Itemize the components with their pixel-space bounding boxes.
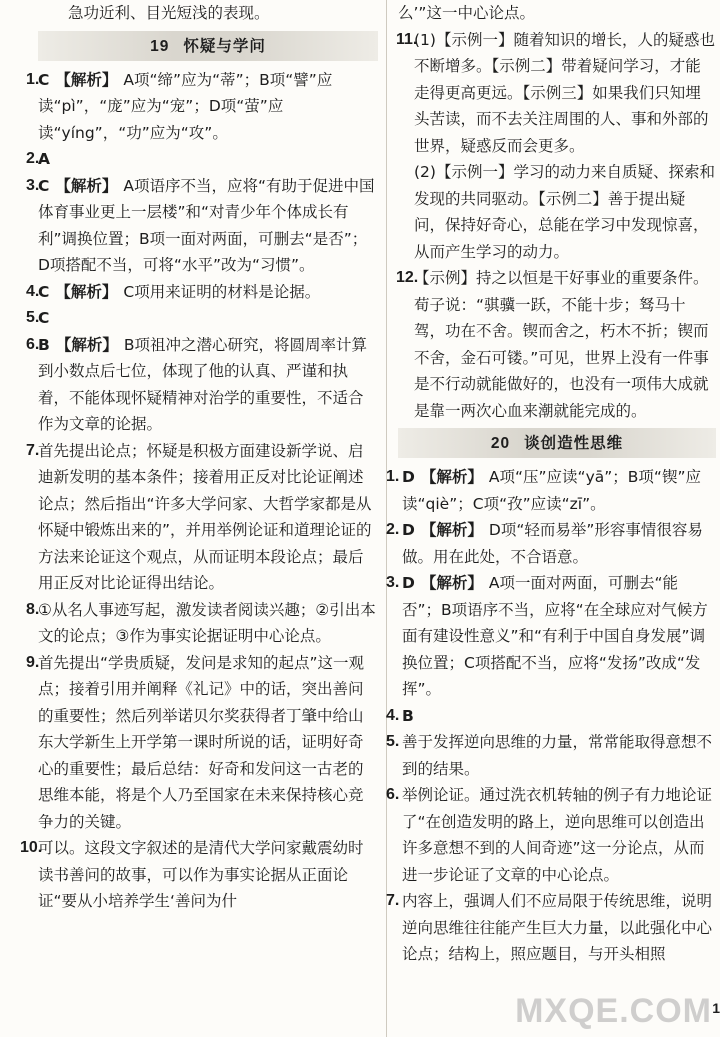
entry-text: 首先提出“学贵质疑，发问是求知的起点”这一观点；接着引用并阐释《礼记》中的话，突出善问的重要性；然后列举诺贝尔奖获得者丁肇中给山东大学新生上开学第一课时所说的话，证明好奇心的重要性；最后总结：好奇和发问这一古老的思维本能，将是个人乃至国家在未来保持核心竞争力的关键。	[38, 653, 365, 831]
analysis-tag: 【解析】	[420, 574, 483, 592]
entry-text: A项“缔”应为“蒂”；B项“譬”应读“pì”，“庞”应为“宠”；D项“萤”应读“yíng”，“功”应为“攻”。	[38, 70, 333, 142]
entry-text: (2)【示例一】学习的动力来自质疑、探索和发现的共同驱动。【示例二】善于提出疑问，保持好奇心，总能在学习中发现惊喜，从而产生学习的动力。	[414, 163, 715, 261]
right-entry-8	[386, 729, 716, 782]
answer-choice: A	[38, 150, 50, 168]
question-number: 2.	[26, 150, 40, 167]
section-heading-20	[398, 428, 716, 458]
question-number: 9.	[26, 653, 40, 671]
section-heading-19	[38, 31, 378, 61]
left-entry-0	[38, 0, 378, 27]
question-number: 11.	[396, 30, 418, 48]
question-number: 6.	[26, 335, 40, 353]
right-entry-6	[386, 570, 716, 703]
entry-text: 举例论证。通过洗衣机转轴的例子有力地论证了“在创造发明的路上，逆向思维可以创造出许多意想不到的人间奇迹”这一分论点，从而进一步论证了文章的中心论点。	[402, 786, 713, 884]
question-number: 3.	[386, 574, 400, 591]
entry-text: C项用来证明的材料是论据。	[123, 282, 321, 301]
question-number: 5.	[386, 733, 400, 750]
question-number: 7.	[386, 892, 400, 909]
entry-text: 急功近利、目光短浅的表现。	[68, 4, 270, 22]
entry-text: (1)【示例一】随着知识的增长，人的疑惑也不断增多。【示例二】带着疑问学习，才能走得更高更远。【示例三】如果我们只知埋头苦读，而不去关注周围的人、事和外部的世界，疑惑反而会更多。	[414, 30, 715, 155]
right-entry-7	[386, 703, 716, 730]
question-number: 1.	[386, 468, 400, 485]
entry-text: 【示例】持之以恒是干好事业的重要条件。荀子说：“骐骥一跃，不能十步；驽马十驾，功在不舍。锲而舍之，朽木不折；锲而不舍，金石可镂。”可见，世界上没有一件事是不行动就能做好的，也没有一项伟大成就是靠一两次心血来潮就能完成的。	[414, 269, 709, 420]
analysis-tag: 【解析】	[55, 70, 118, 89]
entry-text: 内容上，强调人们不应局限于传统思维，说明逆向思维往往能产生巨大力量，以此强化中心论点；结构上，照应题目，与开头相照	[402, 892, 713, 963]
question-number: 10.	[20, 839, 43, 856]
answer-choice: D	[402, 521, 415, 539]
entry-text: 么’”这一中心论点。	[398, 4, 535, 22]
right-entry-1	[398, 27, 716, 160]
question-number: 4.	[386, 706, 400, 724]
analysis-tag: 【解析】	[55, 282, 118, 301]
answer-choice: B	[402, 706, 414, 725]
question-number: 12.	[396, 269, 419, 286]
left-entry-2	[26, 146, 378, 173]
right-column	[386, 0, 716, 968]
question-number: 2.	[386, 521, 400, 538]
question-number: 4.	[26, 282, 40, 300]
section-title: 谈创造性思维	[524, 434, 624, 452]
answer-choice: D	[402, 468, 415, 486]
left-entry-6	[26, 332, 378, 438]
left-entry-4	[26, 279, 378, 306]
right-entry-5	[386, 517, 716, 570]
question-number: 8.	[26, 600, 40, 618]
section-title: 怀疑与学问	[183, 36, 266, 55]
watermark: MXQE.COM	[515, 992, 712, 1030]
entry-text: 首先提出论点；怀疑是积极方面建设新学说、启迪新发明的基本条件；接着用正反对比论证阐述论点；然后指出“许多大学问家、大哲学家都是从怀疑中锻炼出来的”，并用举例论证和道理论证的方法来论证这个观点，从而证明本段论点；最后用正反对比论证得出结论。	[38, 441, 372, 592]
question-number: 3.	[26, 176, 40, 194]
answer-choice: C	[38, 70, 50, 89]
page-number: 1	[712, 1000, 720, 1016]
answer-choice: D	[402, 574, 415, 592]
right-entry-3	[398, 265, 716, 424]
entry-text: B项祖冲之潜心研究，将圆周率计算到小数点后七位，体现了他的认真、严谨和执着，不能体现怀疑精神对治学的重要性，不适合作为文章的论据。	[38, 335, 367, 433]
left-column	[20, 0, 378, 915]
entry-text: A项一面对两面，可删去“能否”；B项语序不当，应将“在全球应对气候方面有建设性意义”和“有利于中国自身发展”调换位置；C项搭配不当，应将“发扬”改成“发挥”。	[402, 574, 708, 698]
analysis-tag: 【解析】	[420, 468, 483, 486]
question-number: 7.	[26, 441, 40, 459]
right-entry-2	[398, 159, 716, 265]
right-entry-10	[386, 888, 716, 968]
analysis-tag: 【解析】	[55, 176, 118, 195]
entry-text: A项“压”应读“yā”；B项“锲”应读“qiè”；C项“孜”应读“zī”。	[402, 468, 701, 513]
entry-text: ①从名人事迹写起，激发读者阅读兴趣；②引出本文的论点；③作为事实论据证明中心论点。	[38, 600, 376, 645]
question-number: 6.	[386, 786, 400, 803]
entry-text: D项“轻而易举”形容事情很容易做。用在此处，不合语意。	[402, 521, 703, 566]
entry-text: 善于发挥逆向思维的力量，常常能取得意想不到的结果。	[402, 733, 713, 778]
left-entry-7	[26, 438, 378, 597]
answer-choice: C	[38, 282, 50, 301]
left-entry-3	[26, 173, 378, 279]
analysis-tag: 【解析】	[55, 335, 118, 354]
analysis-tag: 【解析】	[420, 521, 483, 539]
question-number: 1.	[26, 70, 40, 88]
answer-choice: B	[38, 335, 50, 354]
right-entry-9	[386, 782, 716, 888]
left-entry-9	[26, 650, 378, 836]
right-entry-4	[386, 464, 716, 517]
section-number: 19	[150, 37, 170, 55]
right-entry-0	[398, 0, 716, 27]
answer-choice: C	[38, 309, 50, 327]
entry-text: 可以。这段文字叙述的是清代大学问家戴震幼时读书善问的故事，可以作为事实论据从正面论证“要从小培养学生‘善问为什	[38, 839, 364, 910]
entry-text: A项语序不当，应将“有助于促进中国体育事业更上一层楼”和“对青少年个体成长有利”调换位置；B项一面对两面，可删去“是否”；D项搭配不当，可将“水平”改为“习惯”。	[38, 176, 375, 274]
question-number: 5.	[26, 309, 40, 326]
answer-choice: C	[38, 176, 50, 195]
section-number: 20	[490, 435, 511, 452]
left-entry-1	[26, 67, 378, 147]
left-entry-5	[26, 305, 378, 332]
left-entry-10	[20, 835, 378, 915]
left-entry-8	[26, 597, 378, 650]
